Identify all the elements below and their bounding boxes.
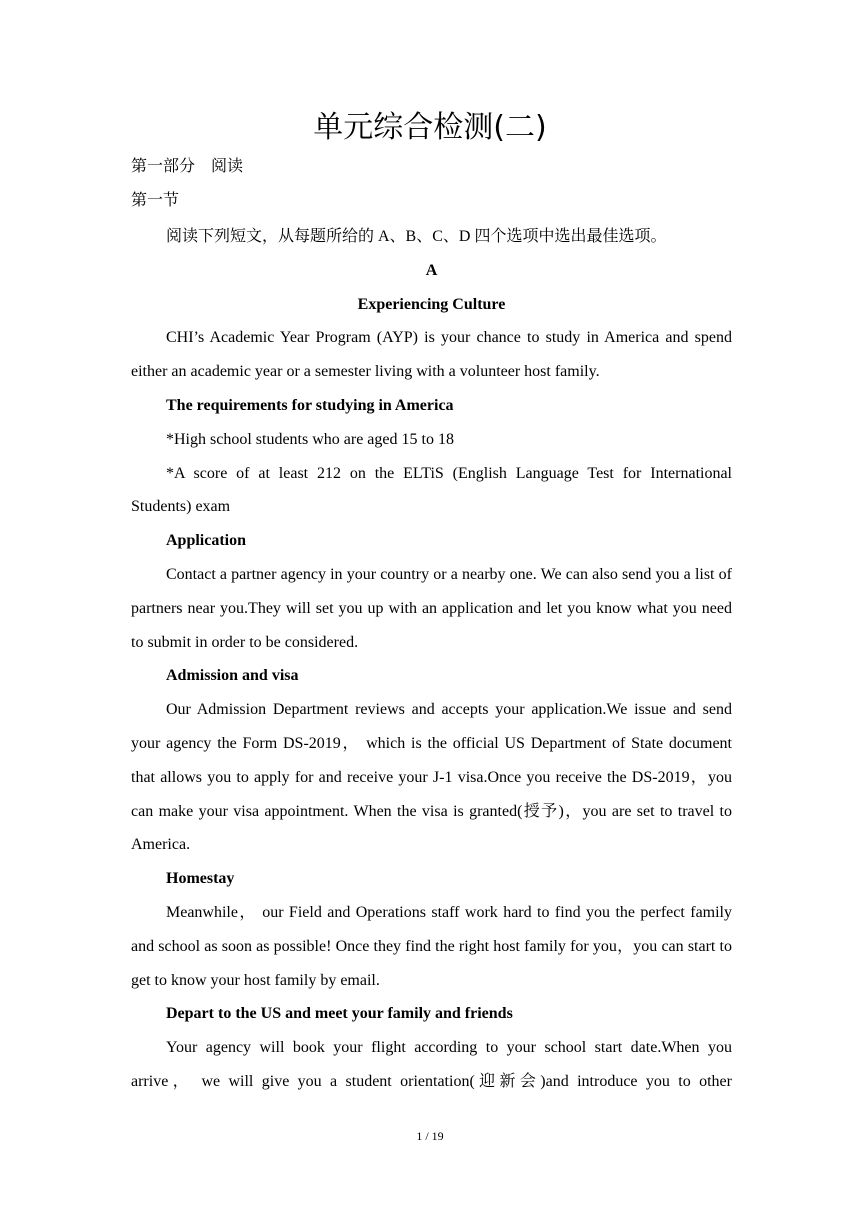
section-heading: 第一节 (131, 190, 180, 209)
passage-body (131, 220, 732, 1099)
page-number: 1 / 19 (416, 1129, 444, 1143)
requirement-item: *A score of at least 212 on the ELTiS (English Language Test for International Students) exam (131, 464, 732, 516)
intro-paragraph: CHI’s Academic Year Program (AYP) is your chance to study in America and spend either an academic year or a semester living with a volunteer host family. (131, 329, 732, 381)
requirements-heading: The requirements for studying in America (166, 396, 454, 414)
homestay-heading: Homestay (166, 870, 235, 888)
depart-heading: Depart to the US and meet your family and friends (166, 1005, 513, 1023)
admission-heading: Admission and visa (166, 667, 299, 685)
passage-title: Experiencing Culture (357, 295, 506, 313)
homestay-paragraph: Meanwhile， our Field and Operations staff work hard to find you the perfect family and school as soon as possible! Once they find the right host family for you，you can start to get to know your host family by email. (131, 903, 732, 989)
depart-paragraph: Your agency will book your flight according to your school start date.When you arrive， we will give you a student orientation(迎新会)and introduce you to other (131, 1039, 732, 1090)
requirement-item: *High school students who are aged 15 to 18 (166, 430, 454, 448)
document-title: 单元综合检测(二) (313, 110, 547, 145)
admission-paragraph: Our Admission Department reviews and accepts your application.We issue and send your agency the Form DS-2019， which is the official US Department of State document that allows you to apply for and receive your J-1 visa.Once you receive the DS-2019，you can make your visa appointment. When the visa is granted(授予)，you are set to travel to America. (131, 701, 732, 854)
application-heading: Application (166, 532, 247, 550)
application-paragraph: Contact a partner agency in your country or a nearby one. We can also send you a list of partners near you.They will set you up with an application and let you know what you need to submit in order to be considered. (131, 565, 732, 651)
passage-label: A (425, 261, 438, 279)
part-heading: 第一部分 阅读 (131, 156, 244, 175)
instruction-text: 阅读下列短文，从每题所给的 A、B、C、D 四个选项中选出最佳选项。 (166, 228, 667, 245)
